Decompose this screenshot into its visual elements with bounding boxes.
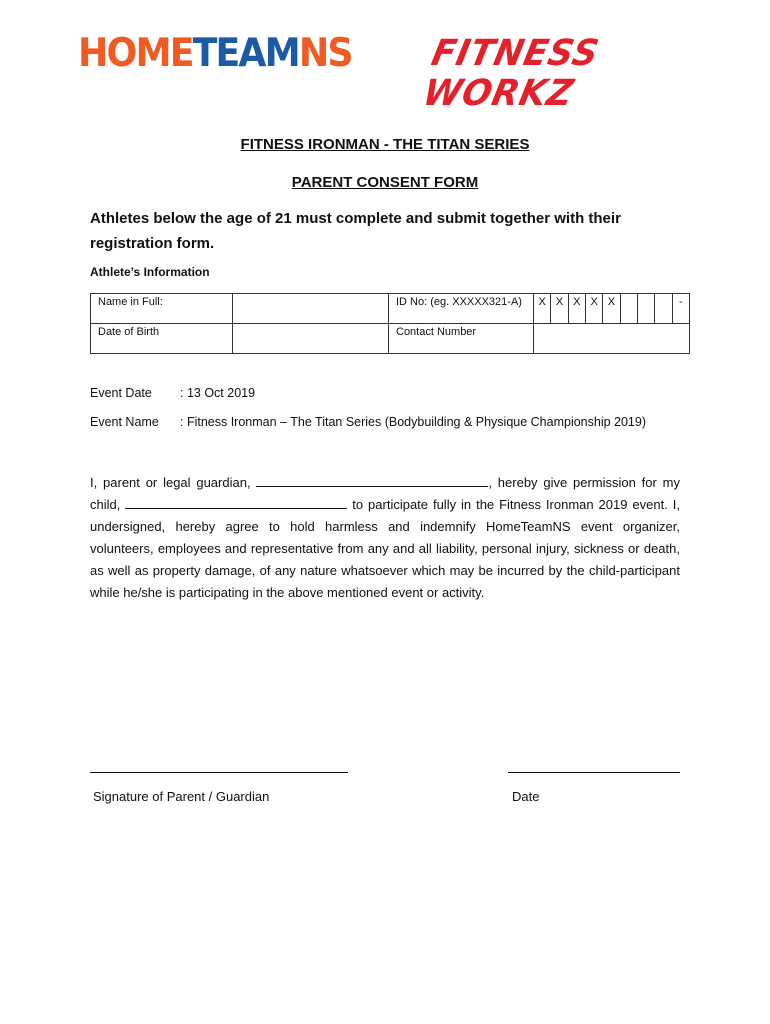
guardian-name-blank[interactable]	[256, 472, 488, 487]
fitness-workz-logo: FITNESS WORKZ	[419, 33, 603, 114]
name-label-cell: Name in Full:	[91, 294, 233, 324]
athlete-info-table	[90, 293, 690, 354]
id-digit[interactable]: X	[586, 294, 603, 323]
id-digit[interactable]	[638, 294, 655, 323]
logo-row	[78, 30, 748, 114]
consent-text-3: to participate fully in the Fitness Ironman 2019 event. I, undersigned, hereby agree to hold harmless and indemnify HomeTeamNS event organizer, volunteers, employees and representative from any and all liability, personal injury, sickness or death, as well as property damage, of any nature whatsoever which may be incurred by the child-participant while he/she is participating in the above mentioned event or activity.	[90, 497, 680, 600]
id-digit[interactable]: X	[569, 294, 586, 323]
consent-text-2: , hereby give permission for my child,	[90, 475, 680, 512]
consent-text-1: I, parent or legal guardian,	[90, 475, 251, 490]
event-name-label: Event Name	[90, 415, 159, 429]
athlete-info-label: Athlete’s Information	[90, 265, 210, 279]
date-label: Date	[512, 789, 540, 804]
name-input-cell[interactable]	[233, 294, 389, 324]
contact-label-cell: Contact Number	[389, 324, 534, 354]
parent-signature-line[interactable]	[90, 762, 348, 773]
hometeamns-logo: HOMETEAMNS	[78, 31, 352, 76]
form-subtitle: PARENT CONSENT FORM	[291, 174, 479, 191]
dob-label-cell: Date of Birth	[91, 324, 233, 354]
dob-input-cell[interactable]	[233, 324, 389, 354]
form-title: FITNESS IRONMAN - THE TITAN SERIES	[240, 136, 530, 153]
id-digit[interactable]: X	[551, 294, 568, 323]
event-name-value: : Fitness Ironman – The Titan Series (Bodybuilding & Physique Championship 2019)	[180, 415, 646, 429]
contact-input-cell[interactable]	[534, 324, 690, 354]
consent-paragraph	[90, 472, 680, 604]
id-digit[interactable]: X	[603, 294, 620, 323]
child-name-blank[interactable]	[125, 494, 347, 509]
event-date-label: Event Date	[90, 386, 152, 400]
id-digit[interactable]: -	[678, 296, 683, 308]
id-input-cell[interactable]	[534, 294, 690, 324]
id-digit-boxes	[534, 294, 689, 323]
parent-signature-label: Signature of Parent / Guardian	[93, 789, 270, 804]
intro-text: Athletes below the age of 21 must complete and submit together with their registration form.	[90, 210, 621, 252]
date-signature-line[interactable]	[508, 762, 680, 773]
event-name-row	[90, 415, 646, 429]
id-digit[interactable]	[621, 294, 638, 323]
id-label-cell: ID No: (eg. XXXXX321-A)	[389, 294, 534, 324]
event-date-row	[90, 386, 255, 400]
event-date-value: : 13 Oct 2019	[180, 386, 256, 400]
id-digit[interactable]	[655, 294, 672, 323]
id-digit[interactable]: X	[534, 294, 551, 323]
